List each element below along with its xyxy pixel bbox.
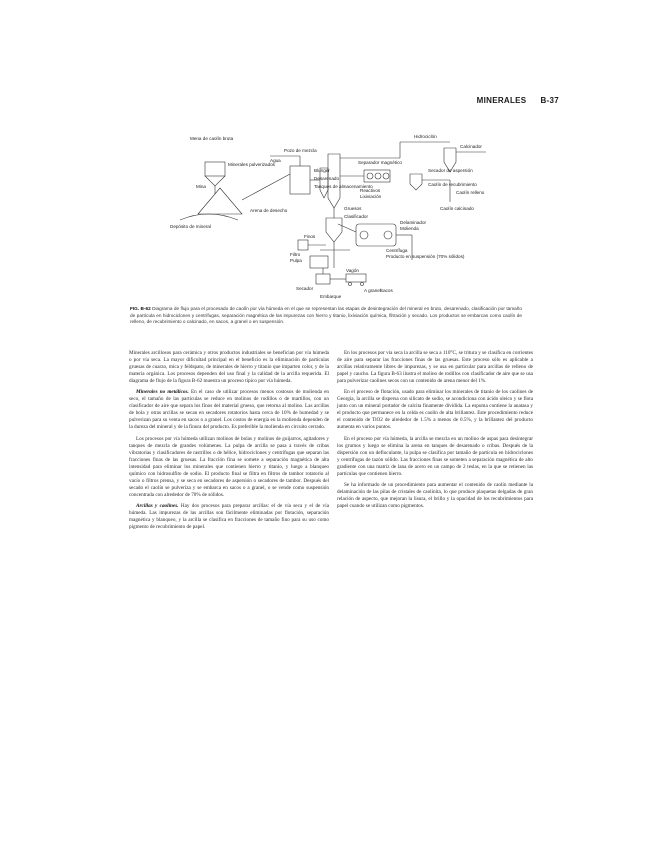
label-deposit: Depósito de mineral (170, 224, 211, 229)
label-water: Agua (270, 158, 281, 163)
centrifuge-shape (326, 218, 342, 242)
paragraph (129, 503, 329, 531)
paragraph (129, 350, 329, 385)
label-railcar: Vagón (346, 268, 359, 273)
label-product-filler: Caolín relleno (456, 190, 485, 195)
label-pulp: Pulpa (290, 258, 302, 263)
label-fines: Finos (304, 234, 316, 239)
paragraph (337, 436, 533, 478)
label-reagents: Reactivos (360, 188, 381, 193)
label-product-calcined: Caolín calcinado (440, 206, 474, 211)
caption-number: FIG. B-62 (130, 306, 151, 311)
label-classifier: Clasificador (344, 214, 368, 219)
paragraph-text: Los procesos por vía húmeda utilizan molinos de bolas y molinos de guijarros, agitadores y tanques de mezcla de grandes volúmenes. La pulpa de arcilla se pasa a través de cribas vibratorias y clasificadores de rastrillos o de hélice, hidrociclones y centrífugas que separan las fracciones finas de las gruesas. La fracción fina se somete a separación magnética de alta intensidad para eliminar los minerales que contienen hierro y titanio, y luego a blanqueo químico con hidrosulfito de sodio. El producto final se filtra en filtros de tambor rotatorio al vacío o filtros prensa, y se seca en secadores de aspersión o secadores de tambor. Después del secado el caolín se pulveriza y se embarca en sacos o a granel, o se vende como suspensión concentrada con alrededor de 70% de sólidos. (129, 435, 329, 498)
label-blunger: Blunger (314, 168, 330, 173)
label-crude-ore: Mena de caolín bruta (190, 136, 234, 141)
paragraph-text: En el proceso por vía húmeda, la arcilla se mezcla en un molino de aspas para desintegrar los grumos y luego se elimina la arena en tanques de desarenado o cribas. Después de la dispersión con un defloculante, la pulpa se clasifica por tamaño de partícula en hidrociclones y centrífugas de tazón sólido. Las fracciones finas se someten a separación magnética de alto gradiente con una matriz de lana de acero en un campo de 2 teslas, en la que se retienen las partículas que contienen hierro. (337, 435, 533, 477)
label-magnetic-sep: Separador magnético (358, 160, 402, 165)
label-hydrocyclone: Hidrociclón (414, 134, 437, 139)
section-title: MINERALES (476, 96, 527, 105)
label-bulk: A granel (364, 288, 381, 293)
label-slurry-pit: Pozo de mezcla (284, 148, 317, 153)
label-filter: Filtro (290, 252, 301, 257)
paragraph-text: En los procesos por vía seca la arcilla se seca a 110°C, se tritura y se clasifica en corrientes de aire para separar las fracciones finas de las gruesas. Este proceso sólo es aplicable a arcillas relativamente libres de impurezas, y se usa en particular para arcillas de relleno de papel y caucho. La figura B-63 ilustra el molino de rodillos con clasificador de aire que se usa para pulverizar caolines secos con un contenido de arena menor del 1%. (337, 350, 533, 385)
paragraph (337, 350, 533, 385)
label-bags: Sacos (380, 288, 393, 293)
label-spray-dryer: Secador de aspersión (428, 168, 473, 173)
flow-diagram (150, 128, 550, 300)
caption-text: Diagrama de flujo para el procesado de caolín por vía húmeda en el que se representan las etapas de desintegración del mineral en bruto, desarenado, clasificación por tamaño de partícula en hidrociclones y centrífugas, separación magnética de las impurezas con hierro y titanio, lixiviación química, filtración y secado. Los productos se embarcan como caolín de relleno, de recubrimiento o calcinado, en sacos, a granel o en suspensión. (130, 306, 522, 325)
label-calciner: Calcinador (460, 144, 482, 149)
slurry-tank-shape (290, 166, 310, 194)
label-coarse: Gruesos (344, 206, 362, 211)
spray-dryer-shape (410, 174, 422, 190)
label-tanks: Tanques de almacenamiento (314, 184, 373, 189)
label-dryer: Secador (296, 286, 314, 291)
label-crushed-ore: Minerales pulverizados (228, 162, 275, 167)
paragraph (337, 389, 533, 431)
ore-pile-shape (198, 188, 242, 214)
label-product-coating: Caolín de recubrimiento (428, 182, 477, 187)
paragraph (129, 436, 329, 499)
crusher-hopper-shape (205, 176, 225, 186)
label-delaminator: Delaminador (400, 220, 427, 225)
label-centrifuge: Centrífuga (386, 248, 408, 253)
leach-tank-shape (298, 240, 308, 250)
storage-tank-shape (316, 274, 330, 284)
run-in-heading: Arcillas y caolines. (136, 502, 179, 509)
label-degritting: Desarenado (314, 176, 340, 181)
filter-shape (310, 256, 328, 268)
crusher-shape (205, 162, 225, 176)
label-waste-sand: Arena de desecho (250, 208, 288, 213)
paragraph (337, 482, 533, 510)
magnetic-separator-shape (364, 170, 390, 182)
label-mine: Mina (196, 184, 206, 189)
paragraph-text: En el caso de utilizar procesos menos costosos de molienda en seco, el tamaño de las partículas se reduce en molinos de rodillos o de martillos, con un clasificador de aire que separa los finos del material grueso, que retorna al molino. Las arcillas de bola y otras arcillas se secan en secadores rotatorios hasta cerca de 10% de humedad y se pulverizan para su venta en sacos o a granel. Los costos de energía en la molienda dependen de la dureza del mineral y de la finura del producto. Es preferible la molienda en circuito cerrado. (129, 389, 330, 431)
paragraph-text: Se ha informado de un procedimiento para aumentar el contenido de caolín mediante la delaminación de las pilas de cristales de caolinita, lo que produce plaquetas delgadas de gran relación de aspecto, que mejoran la lisura, el brillo y la opacidad de los recubrimientos para papel cuando se utilizan como pigmentos. (337, 481, 533, 509)
label-grinding: Molienda (400, 226, 419, 231)
paragraph-text: En el proceso de flotación, usado para eliminar los minerales de titanio de los caolines de Georgia, la arcilla se dispersa con silicato de sodio, se acondiciona con ácido oleico y se flota junto con un mineral portador de calcita finamente dividida. La espuma contiene la anatasa y el producto que permanece en la celda es caolín de alta brillantez. Este procedimiento reduce el contenido de TiO2 de alrededor de 1.5% a menos de 0.5%, y la brillantez del producto aumenta en varios puntos. (337, 389, 533, 431)
paragraph-text: Minerales arcillosos para cerámica y otros productos industriales se benefician por vía húmeda o por vía seca. La mayor dificultad principal en el beneficio es la eliminación de partículas gruesas de cuarzo, mica y feldspato, de minerales de hierro y titanio que imparten color, y de la materia orgánica. Los procesos dependen del uso final y la calidad de la arcilla requerida. El diagrama de flujo de la figura B-62 muestra un proceso típico por vía húmeda. (129, 350, 329, 385)
delaminator-shape (356, 224, 396, 246)
paragraph (129, 389, 329, 431)
figure-caption (130, 306, 522, 326)
railcar-shape (346, 274, 366, 282)
right-column (337, 350, 533, 514)
classifier-shape (328, 154, 340, 208)
run-in-heading: Minerales no metálicos. (136, 389, 189, 396)
left-column (129, 350, 329, 535)
flow-diagram-svg (150, 128, 550, 300)
label-product-slurry: Producto en suspensión (70% sólidos) (386, 254, 465, 259)
paragraph-text: Hay dos procesos para preparar arcillas: el de vía seca y el de vía húmeda. Las impurezas de las arcillas son fácilmente eliminadas por flotación, separación magnética y blanqueo, y la arcilla se clasifica en fracciones de tamaño fino para su uso como pigmento de recubrimiento de papel. (129, 502, 329, 531)
mine-shape (180, 214, 238, 220)
label-leach: Lixiviación (360, 194, 382, 199)
running-header (477, 96, 559, 105)
label-shipment: Embarque (320, 294, 342, 299)
page-number: B-37 (540, 96, 559, 105)
